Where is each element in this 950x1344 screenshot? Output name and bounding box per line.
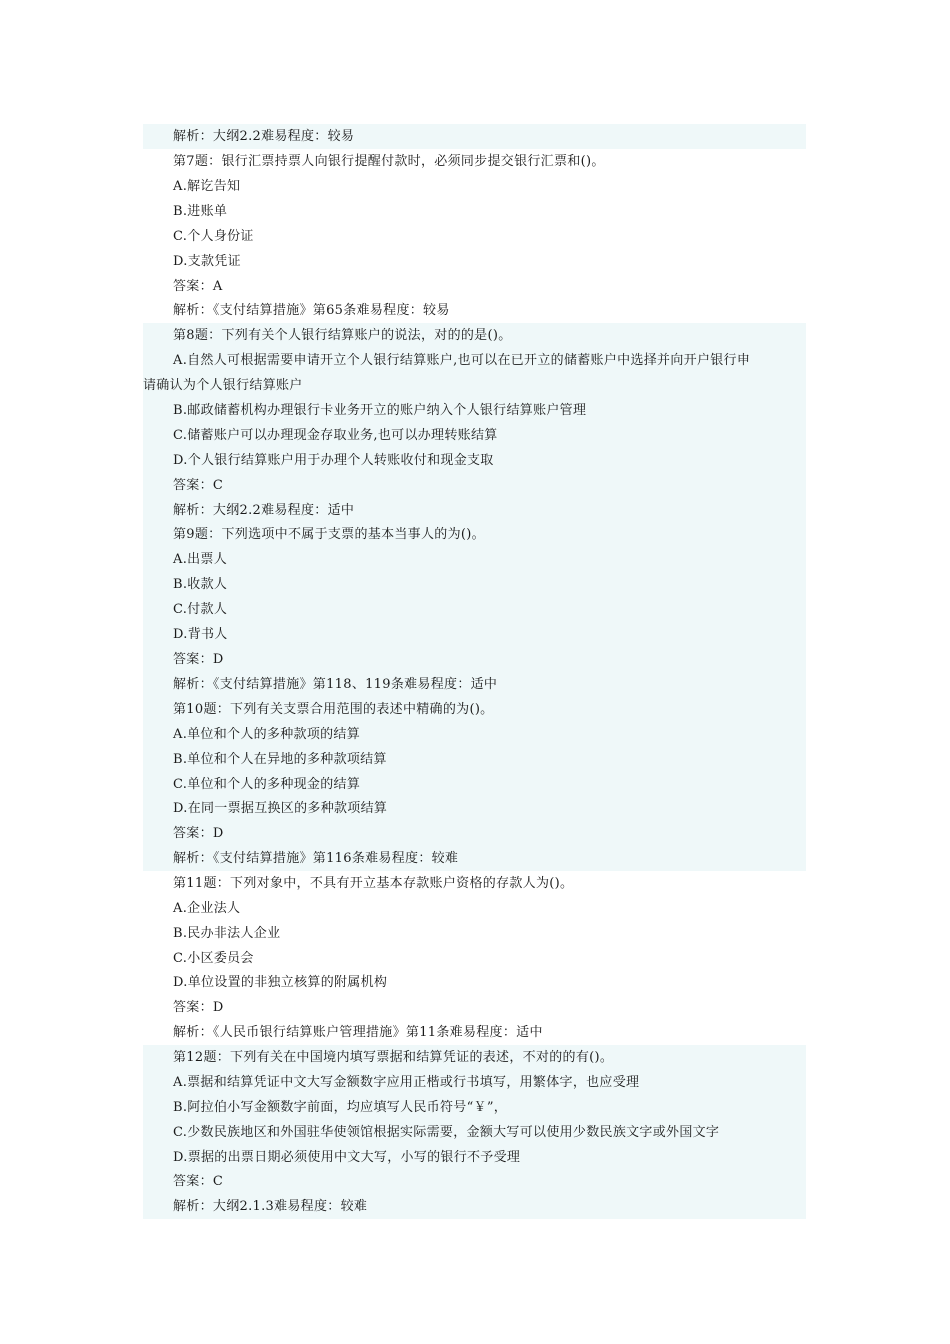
option-c: C.小区委员会 — [173, 951, 254, 966]
option-a: A.解讫告知 — [173, 179, 241, 194]
option-b: B.进账单 — [173, 204, 228, 219]
analysis-line: 解析：《支付结算措施》第116条难易程度：较难 — [173, 851, 459, 866]
option-d: D.背书人 — [173, 627, 228, 642]
option-a: A.单位和个人的多种款项的结算 — [173, 727, 361, 742]
analysis-line: 解析：《人民币银行结算账户管理措施》第11条难易程度：适中 — [173, 1025, 543, 1040]
question-title: 第10题：下列有关支票合用范围的表述中精确的为()。 — [173, 702, 494, 717]
answer-line: 答案：D — [173, 1000, 224, 1015]
question-title: 第9题：下列选项中不属于支票的基本当事人的为()。 — [173, 527, 485, 542]
question-title: 第11题：下列对象中，不具有开立基本存款账户资格的存款人为()。 — [173, 876, 574, 891]
option-c: C.单位和个人的多种现金的结算 — [173, 777, 361, 792]
option-b: B.单位和个人在异地的多种款项结算 — [173, 752, 387, 767]
option-d: D.个人银行结算账户用于办理个人转账收付和现金支取 — [173, 453, 494, 468]
analysis-line: 解析：大纲2.2难易程度：适中 — [173, 503, 355, 518]
answer-line: 答案：C — [173, 1174, 224, 1189]
option-d: D.支款凭证 — [173, 254, 241, 269]
option-c: C.个人身份证 — [173, 229, 254, 244]
answer-line: 答案：D — [173, 652, 224, 667]
question-title: 第12题：下列有关在中国境内填写票据和结算凭证的表述，不对的的有()。 — [173, 1050, 614, 1065]
option-b: B.收款人 — [173, 577, 228, 592]
option-c: C.付款人 — [173, 602, 228, 617]
answer-line: 答案：D — [173, 826, 224, 841]
option-a: A.票据和结算凭证中文大写金额数字应用正楷或行书填写，用繁体字，也应受理 — [173, 1075, 640, 1090]
option-b: B.邮政储蓄机构办理银行卡业务开立的账户纳入个人银行结算账户管理 — [173, 403, 587, 418]
option-a: A.自然人可根据需要申请开立个人银行结算账户,也可以在已开立的储蓄账户中选择并向开户银行申 — [173, 353, 751, 368]
analysis-line: 解析：《支付结算措施》第65条难易程度：较易 — [173, 303, 450, 318]
option-a: A.出票人 — [173, 552, 228, 567]
answer-line: 答案：A — [173, 279, 223, 294]
option-d: D.单位设置的非独立核算的附属机构 — [173, 975, 388, 990]
question-title: 第8题：下列有关个人银行结算账户的说法，对的的是()。 — [173, 328, 512, 343]
option-c: C.少数民族地区和外国驻华使领馆根据实际需要，金额大写可以使用少数民族文字或外国文字 — [173, 1125, 720, 1140]
analysis-line: 解析：大纲2.2难易程度：较易 — [173, 129, 355, 144]
option-a-continuation: 请确认为个人银行结算账户 — [143, 378, 303, 393]
analysis-line: 解析：《支付结算措施》第118、119条难易程度：适中 — [173, 677, 498, 692]
option-b: B.民办非法人企业 — [173, 926, 281, 941]
option-d: D.在同一票据互换区的多种款项结算 — [173, 801, 388, 816]
option-b: B.阿拉伯小写金额数字前面，均应填写人民币符号“￥”， — [173, 1100, 508, 1115]
question-title: 第7题：银行汇票持票人向银行提醒付款时，必须同步提交银行汇票和()。 — [173, 154, 605, 169]
analysis-line: 解析：大纲2.1.3难易程度：较难 — [173, 1199, 368, 1214]
option-d: D.票据的出票日期必须使用中文大写，小写的银行不予受理 — [173, 1150, 521, 1165]
answer-line: 答案：C — [173, 478, 224, 493]
option-c: C.储蓄账户可以办理现金存取业务,也可以办理转账结算 — [173, 428, 498, 443]
option-a: A.企业法人 — [173, 901, 241, 916]
